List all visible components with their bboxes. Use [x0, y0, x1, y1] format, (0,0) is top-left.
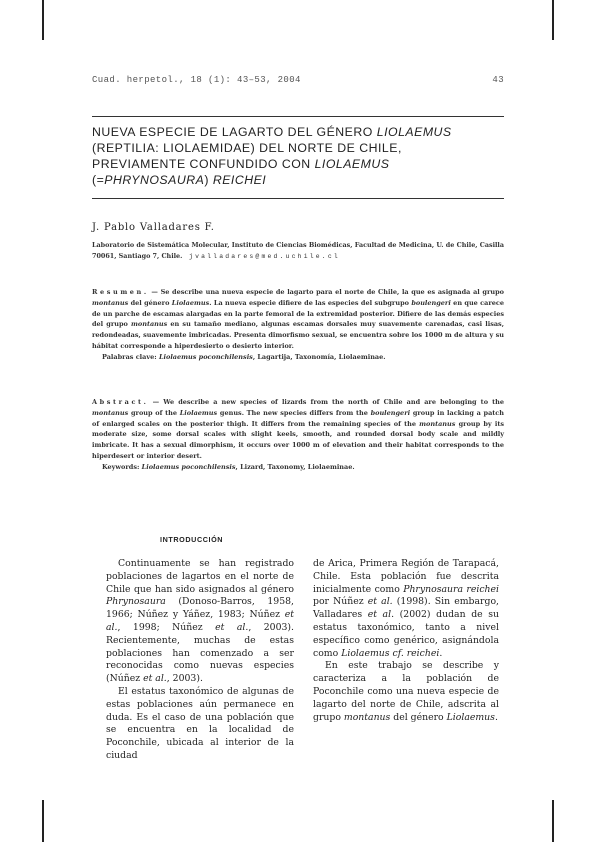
crop-mark-top-left [42, 0, 44, 40]
page-number: 43 [492, 75, 504, 85]
title-line-2: (REPTILIA: LIOLAEMIDAE) DEL NORTE DE CHILE, [92, 141, 402, 155]
resumen-label: Resumen. [92, 288, 149, 296]
abstract-label: Abstract. [92, 398, 149, 406]
paragraph: En este trabajo se describe y caracteriza a la población de Poconchile como una nueva especie de lagarto del norte de Chile, adscrita al grupo montanus del género Liolaemus. [313, 660, 499, 723]
paragraph: de Arica, Primera Región de Tarapacá, Chile. Esta población fue descrita inicialmente como Phrynosaura reichei por Núñez et al. (1998). Sin embargo, Valladares et al. (2002) dudan de su estatus taxonómico, tanto a nivel específico como genérico, asignándola como Liolaemus cf. reichei. [313, 558, 500, 659]
resumen-block: Resumen. — Se describe una nueva especie de lagarto para el norte de Chile, la que es asignada al grupo montanus del género Liolaemus. La nueva especie difiere de las especies del subgrupo boulengeri en que carece de un parche de escamas alargadas en la parte femoral de la extremidad posterior. Difiere de las demás especies del grupo montanus en su tamaño mediano, algunas escamas dorsales muy suavemente carenadas, casi lisas, redondeadas, suavemente imbricadas. Presenta dimorfismo sexual, se encuentra sobre los 1000 m de altura y su hábitat corresponde a hiperdesierto o desierto interior. Palabras clave: Liolaemus poconchilensis, Lagartija, Taxonomía, Liolaeminae. [92, 288, 504, 361]
article-title [92, 124, 504, 188]
title-line-3: PREVIAMENTE CONFUNDIDO CON LIOLAEMUS [92, 157, 390, 171]
title-rule-bottom [92, 198, 504, 199]
crop-mark-top-right [552, 0, 554, 40]
section-heading-introduccion: INTRODUCCIÓN [160, 535, 224, 544]
author-affiliation: Laboratorio de Sistemática Molecular, Instituto de Ciencias Biomédicas, Facultad de Medicina, U. de Chile, Casilla 70061, Santiago 7, Chile. jvalladares@med.uchile.cl [92, 241, 504, 260]
title-rule-top [92, 116, 504, 117]
title-line-4: (=PHRYNOSAURA) REICHEI [92, 173, 267, 187]
abstract-keywords: Keywords: Liolaemus poconchilensis, Lizard, Taxonomy, Liolaeminae. [102, 462, 355, 471]
crop-mark-bottom-right [552, 800, 554, 842]
paragraph: El estatus taxonómico de algunas de estas poblaciones aún permanece en duda. Es el caso de una población que se encuentra en la localidad de Poconchile, ubicada al interior de la ciudad [106, 685, 294, 761]
title-line-1: NUEVA ESPECIE DE LAGARTO DEL GÉNERO LIOLAEMUS [92, 125, 452, 139]
author-name: J. Pablo Valladares F. [92, 222, 215, 233]
crop-mark-bottom-left [42, 800, 44, 842]
body-column-left [106, 558, 294, 763]
journal-citation: Cuad. herpetol., 18 (1): 43–53, 2004 [92, 75, 301, 85]
author-email[interactable]: jvalladares@med.uchile.cl [189, 253, 340, 260]
body-column-right [313, 558, 499, 724]
abstract-block: Abstract. — We describe a new species of lizards from the north of Chile and are belonging to the montanus group of the Liolaemus genus. The new species differs from the boulengeri group in lacking a patch of enlarged scales on the posterior thigh. It differs from the remaining species of the montanus group by its moderate size, some dorsal scales with slight keels, smooth, and rounded dorsal body scale and mildly imbricate. It has a sexual dimorphism, it occurs over 1000 m of elevation and their habitat corresponds to the hiperdesert or interior desert. Keywords: Liolaemus poconchilensis, Lizard, Taxonomy, Liolaeminae. [92, 398, 504, 471]
paragraph: Continuamente se han registrado poblaciones de lagartos en el norte de Chile que han sido asignados al género Phrynosaura (Donoso-Barros, 1958, 1966; Núñez y Yáñez, 1983; Núñez et al., 1998; Núñez et al., 2003). Recientemente, muchas de estas poblaciones han comenzado a ser reconocidas como nuevas especies (Núñez et al., 2003). [106, 558, 295, 685]
resumen-keywords: Palabras clave: Liolaemus poconchilensis, Lagartija, Taxonomía, Liolaeminae. [102, 352, 386, 361]
running-head [92, 75, 504, 85]
